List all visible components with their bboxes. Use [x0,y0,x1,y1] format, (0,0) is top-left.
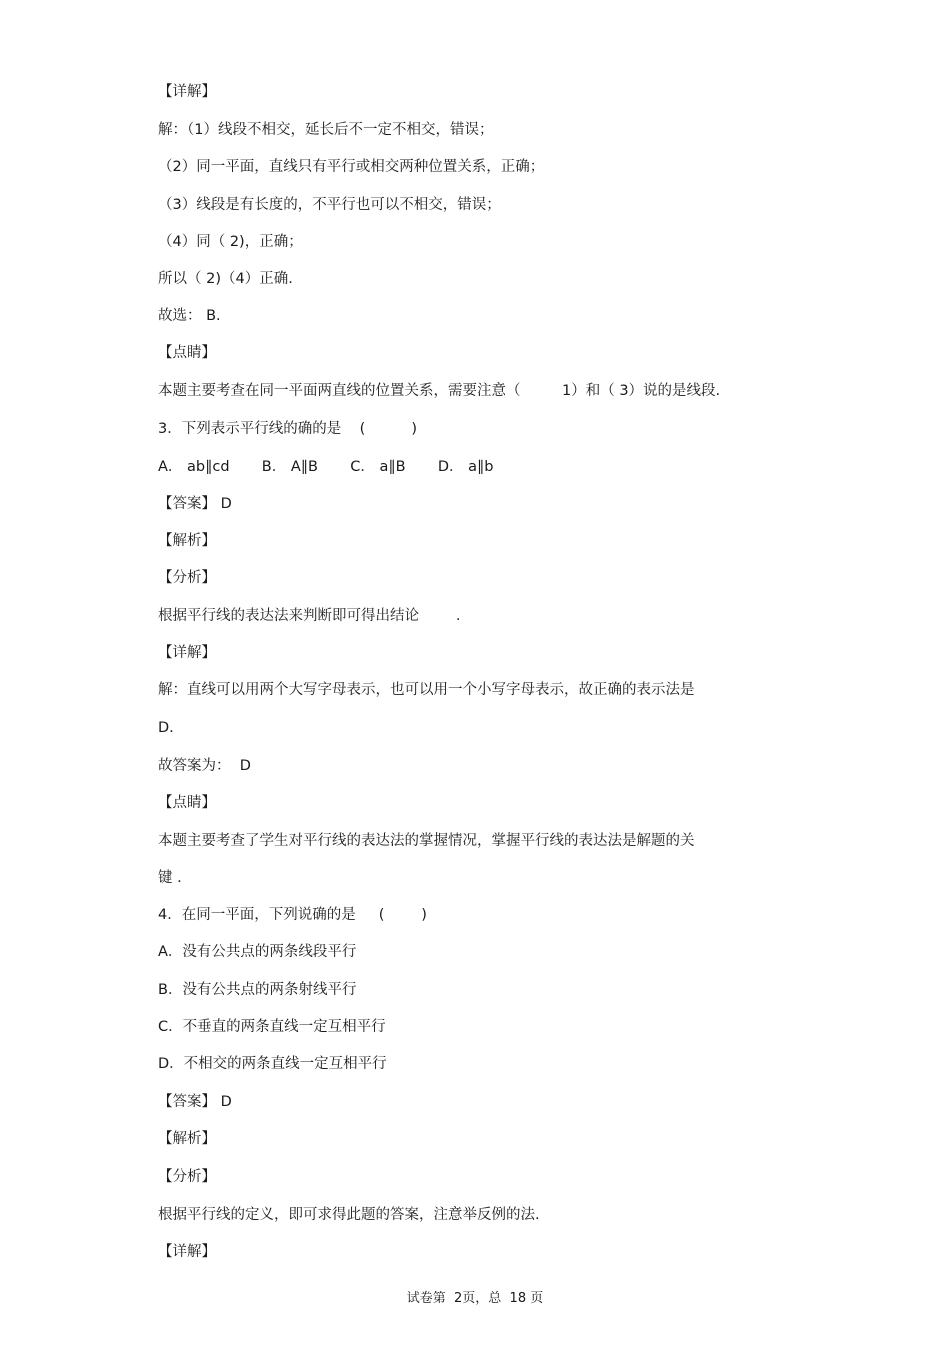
text-line: 本题主要考查在同一平面两直线的位置关系，需要注意（ 1）和（ 3）说的是线段. [158,383,721,399]
text-line: 键 . [158,870,182,886]
text-line: 所以（ 2)（4）正确. [158,271,293,287]
text-line: D. [158,720,174,736]
analysis-label: 【解析】 [158,1131,216,1147]
question-4-option-c: C．不垂直的两条直线一定互相平行 [158,1019,386,1035]
analysis-label: 【解析】 [158,533,216,549]
question-4: 4．在同一平面，下列说确的是 ( ) [158,907,427,923]
analysis-label: 【分析】 [158,1169,216,1185]
answer-label: 【答案】 D [158,1094,232,1110]
text-line: （3）线段是有长度的，不平行也可以不相交，错误； [158,197,501,213]
question-3: 3．下列表示平行线的确的是 ( ) [158,421,418,437]
analysis-label: 【分析】 [158,570,216,586]
text-line: 【点睛】 [158,345,216,361]
question-4-option-b: B．没有公共点的两条射线平行 [158,982,357,998]
text-line: 解：直线可以用两个大写字母表示，也可以用一个小写字母表示，故正确的表示法是 [158,682,695,698]
text-line: 【详解】 [158,84,216,100]
text-line: 故选： B. [158,308,221,324]
text-line: 解：（1）线段不相交，延长后不一定不相交，错误； [158,122,494,138]
text-line: 本题主要考查了学生对平行线的表达法的掌握情况，掌握平行线的表达法是解题的关 [158,833,695,849]
text-line: 根据平行线的定义，即可求得此题的答案，注意举反例的法. [158,1207,540,1223]
question-4-option-d: D．不相交的两条直线一定互相平行 [158,1056,387,1072]
text-line: 根据平行线的表达法来判断即可得出结论 . [158,608,461,624]
text-line: 【点睛】 [158,795,216,811]
text-line: 【详解】 [158,1244,216,1260]
question-3-options: A． ab∥cd B． A∥B C． a∥B D． a∥b [158,459,494,475]
question-4-option-a: A．没有公共点的两条线段平行 [158,944,357,960]
page-footer: 试卷第 2页，总 18 页 [406,1291,544,1306]
text-line: 故答案为： D [158,758,251,774]
text-line: （2）同一平面，直线只有平行或相交两种位置关系，正确； [158,159,545,175]
answer-label: 【答案】 D [158,496,232,512]
text-line: 【详解】 [158,645,216,661]
text-line: （4）同（ 2)，正确； [158,234,303,250]
